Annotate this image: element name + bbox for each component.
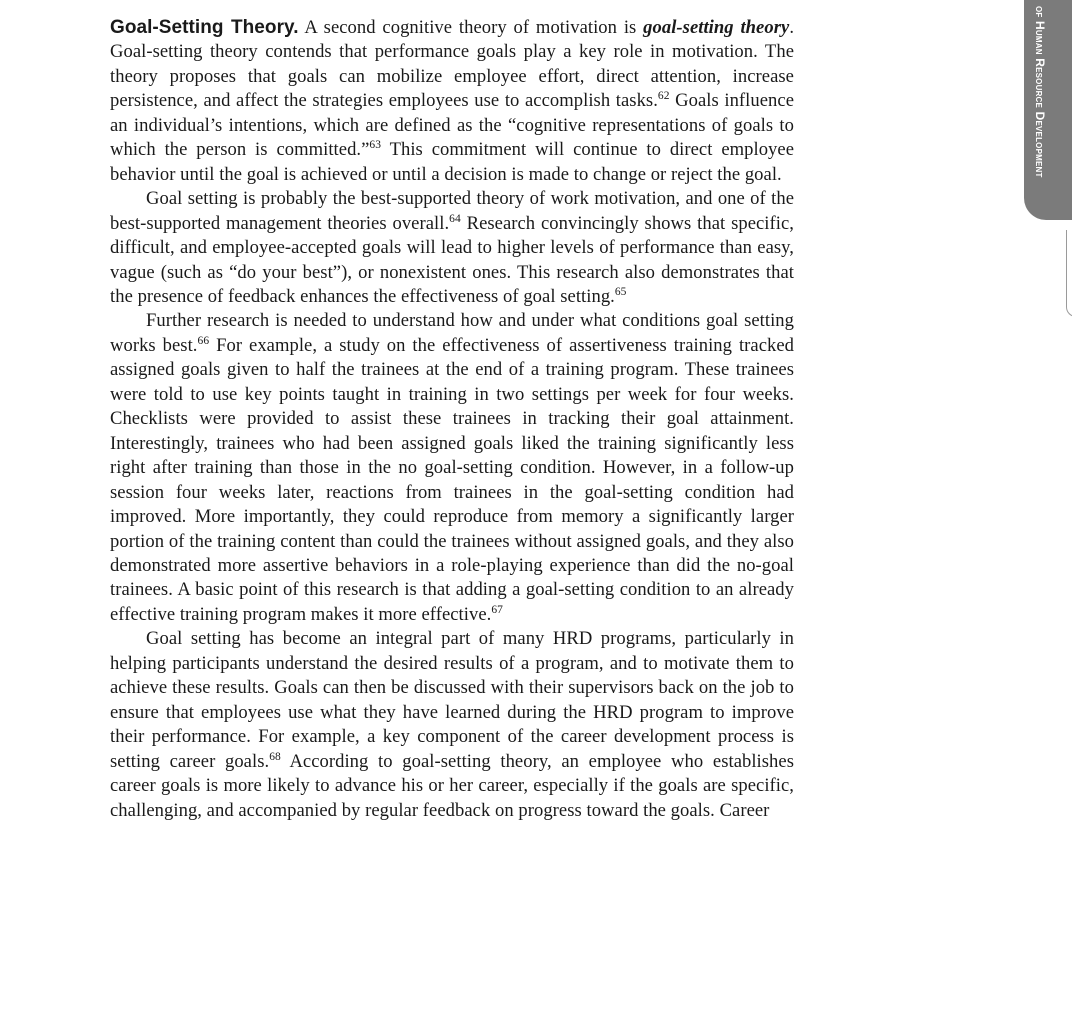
footnote-ref: 68 [269, 750, 281, 763]
body-text [110, 16, 794, 823]
paragraph-1 [110, 16, 794, 187]
paragraph-4-text-a: Goal setting has become an integral part of many HRD programs, particularly in helping participants understand the desired results of a program, and to motivate them to achieve these results. Goals can then be discussed with their supervisors back on the job to ensure that employees use what they have learned during the HRD program to improve their performance. For example, a key component of the career development process is setting career goals. [110, 628, 794, 772]
footnote-ref: 64 [449, 212, 461, 225]
paragraph-3-text-b: For example, a study on the effectiveness of assertiveness training tracked assigned goals given to half the trainees at the end of a training program. These trainees were told to use key points taught in training in two settings per week for four weeks. Checklists were provided to assist these trainees in tracking their goal attainment. Interestingly, trainees who had been assigned goals liked the training significantly less right after training than those in the no goal-setting condition. However, in a follow-up session four weeks later, reactions from trainees in the goal-setting condition had improved. More importantly, they could reproduce from memory a significantly larger portion of the training content than could the trainees without assigned goals, and they also demonstrated more assertive behaviors in a role-playing experience than did the no-goal trainees. A basic point of this research is that adding a goal-setting condition to an already effective training program makes it more effective. [110, 334, 795, 625]
paragraph-1-text-d: This commitment will continue to direct employee behavior until the goal is achieved or until a decision is made to change or reject the goal. [110, 139, 794, 185]
paragraph-1-text-c: Goals influence an individual’s intentions, which are defined as the “cognitive representations of goals to which the person is committed.” [110, 90, 794, 161]
key-term: goal-setting theory [643, 17, 790, 38]
paragraph-3 [110, 309, 794, 627]
section-heading: Goal-Setting Theory. [110, 17, 299, 38]
footnote-ref: 62 [657, 90, 670, 103]
paragraph-2-text-b: Research convincingly shows that specific, difficult, and employee-accepted goals will lead to higher levels of performance than easy, vague (such as “do your best”), or nonexistent ones. This research also demonstrates that the presence of feedback enhances the effectiveness of goal setting. [110, 212, 794, 307]
paragraph-2 [110, 187, 794, 309]
side-rule-decoration [1066, 230, 1072, 317]
paragraph-3-text-a: Further research is needed to understand how and under what conditions goal setting works best. [110, 310, 794, 356]
paragraph-1-text-b: . Goal-setting theory contends that performance goals play a key role in motivation. The theory proposes that goals can mobilize employee effort, direct attention, increase persistence, and affect the strategies employees use to accomplish tasks. [110, 17, 795, 112]
footnote-ref: 66 [197, 334, 210, 347]
footnote-ref: 65 [614, 285, 627, 298]
side-tab-label: of Human Resource Development [1033, 6, 1047, 178]
paragraph-4 [110, 627, 794, 823]
footnote-ref: 67 [491, 603, 503, 616]
paragraph-2-text-a: Goal setting is probably the best-supported theory of work motivation, and one of the best-supported management theories overall. [110, 188, 794, 234]
paragraph-4-text-b: According to goal-setting theory, an employee who establishes career goals is more likely to advance his or her career, especially if the goals are specific, challenging, and accompanied by regular feedback on progress toward the goals. Career [110, 750, 794, 821]
footnote-ref: 63 [369, 139, 382, 152]
paragraph-1-text-a: A second cognitive theory of motivation is [298, 17, 644, 38]
